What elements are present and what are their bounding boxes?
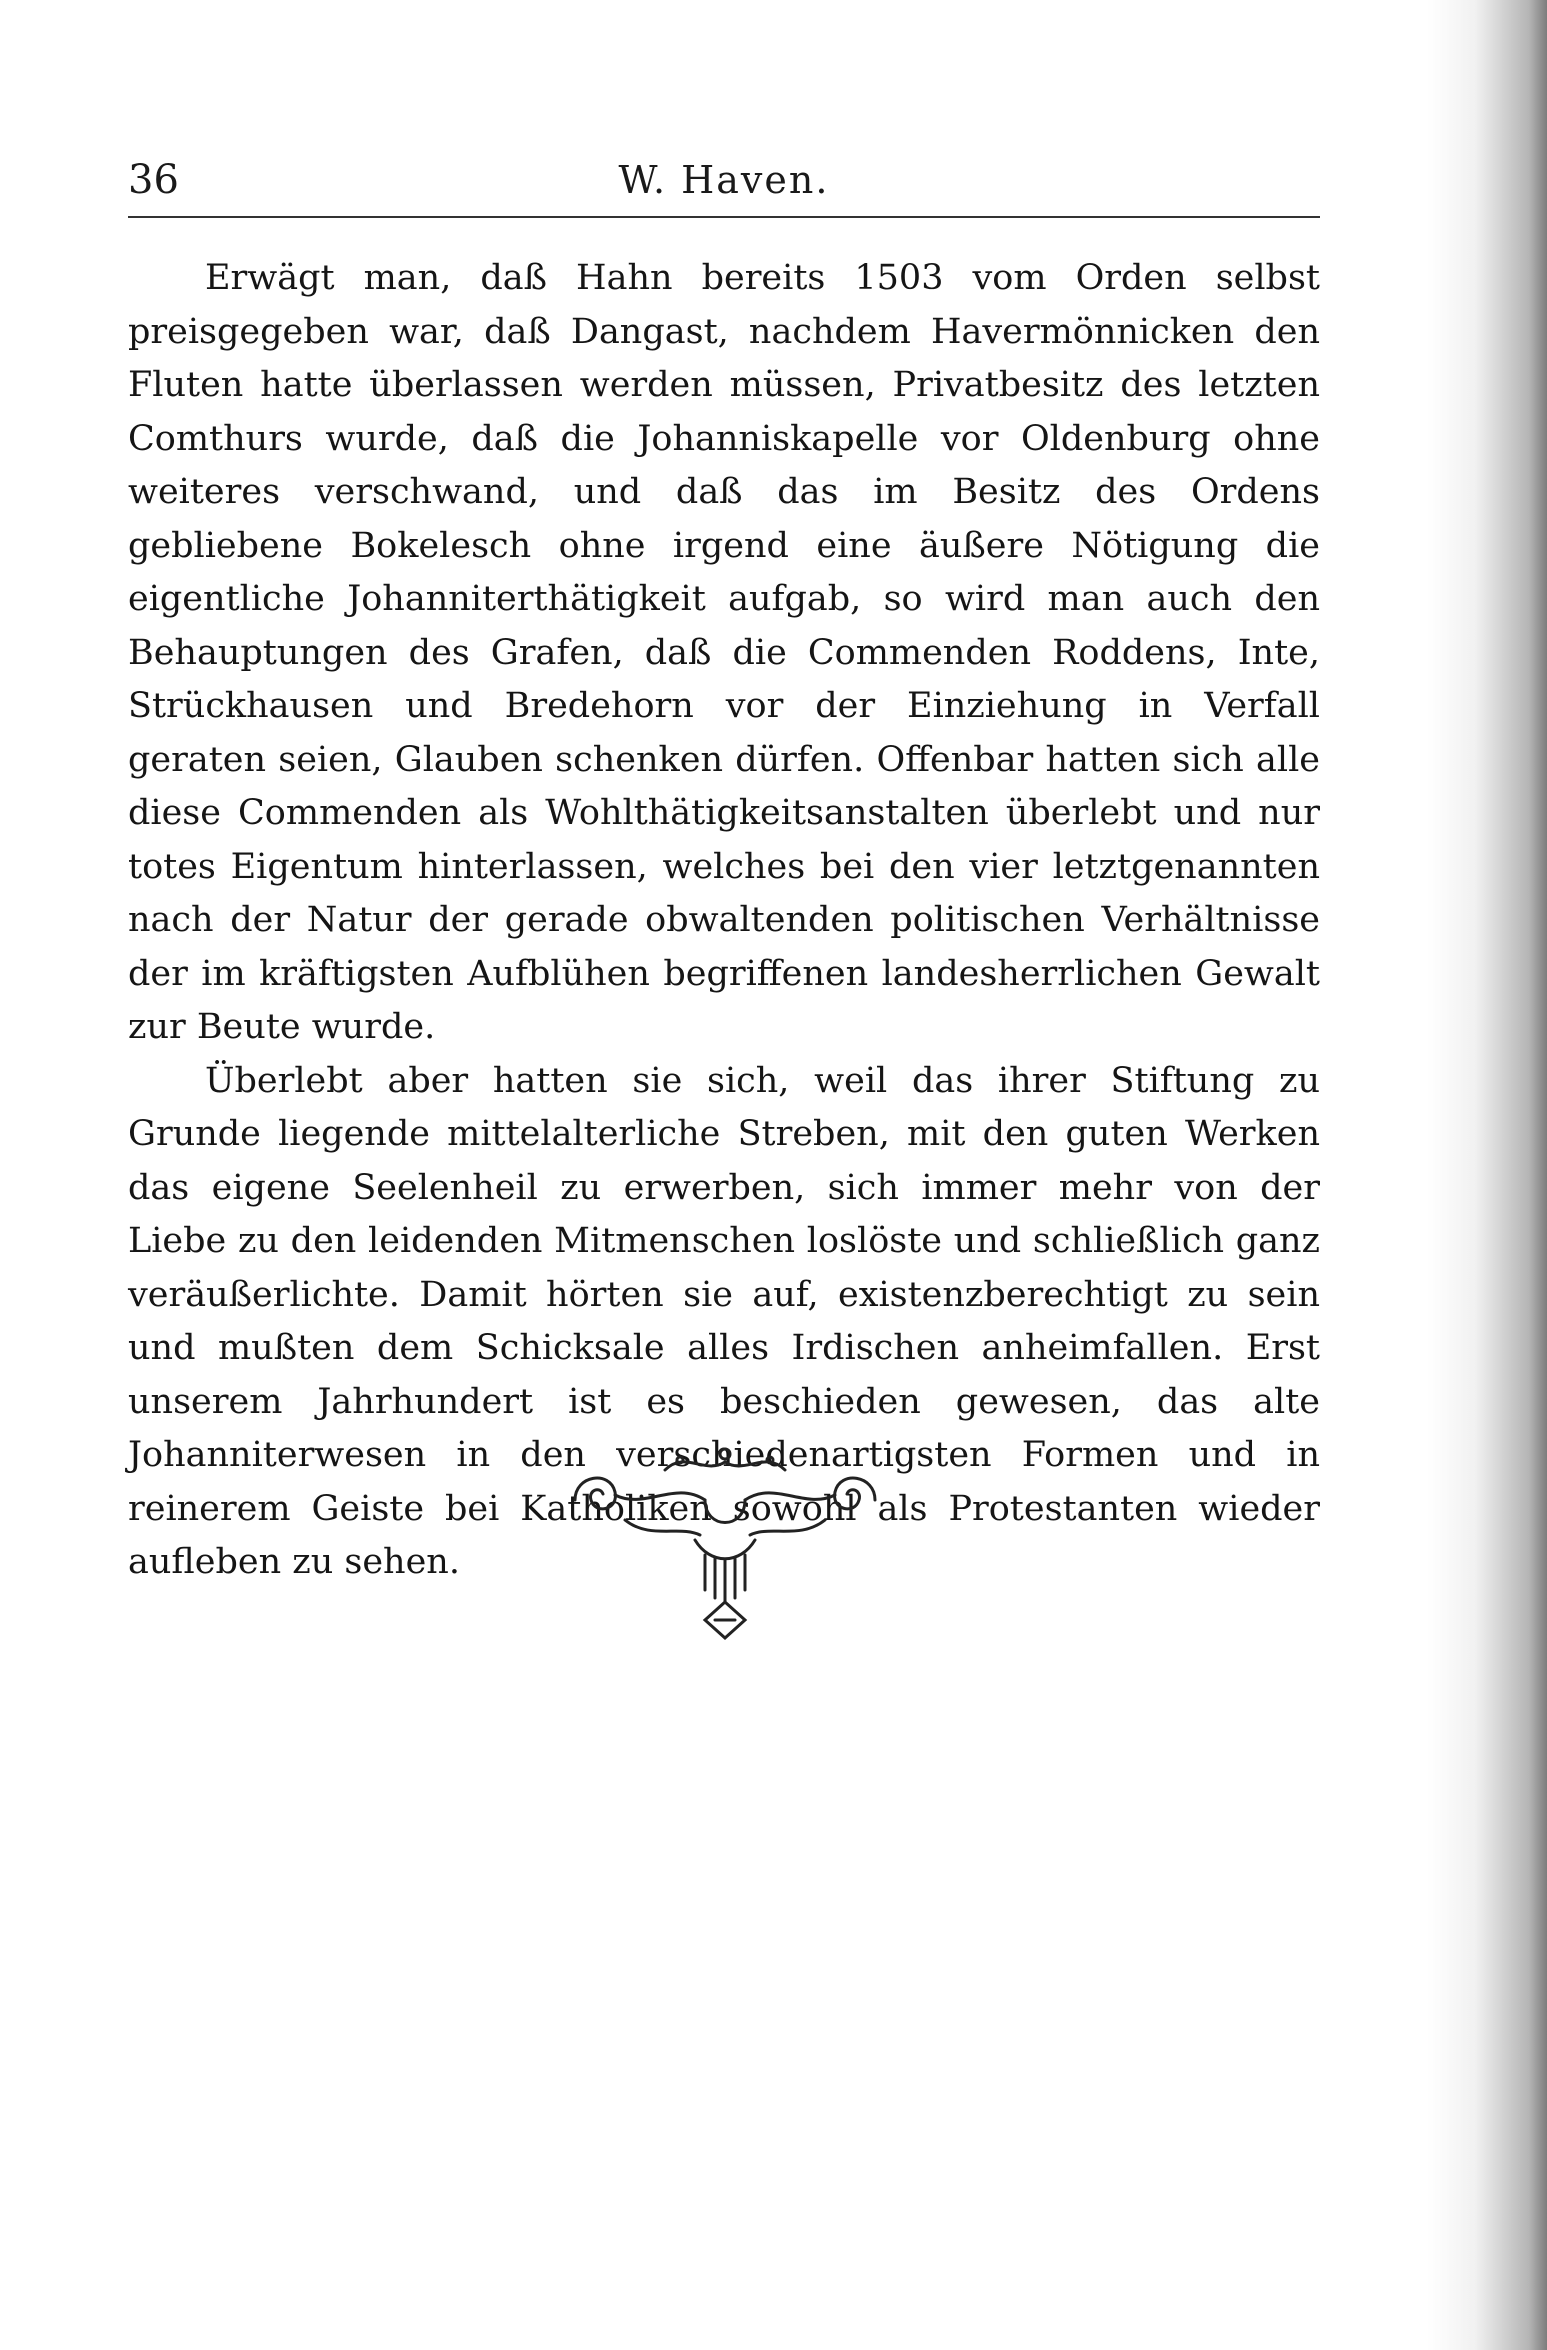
binding-shadow (1427, 0, 1547, 2350)
paragraph-1: Erwägt man, daß Hahn bereits 1503 vom Orden selbst preisgegeben war, daß Dangast, nachdem Havermönnicken den Fluten hatte überlassen werden müssen, Privatbesitz des letzten Comthurs wurde, daß die Johanniskapelle vor Oldenburg ohne weiteres verschwand, und daß das im Besitz des Ordens gebliebene Bokelesch ohne irgend eine äußere Nötigung die eigentliche Johanniterthätigkeit aufgab, so wird man auch den Behauptungen des Grafen, daß die Commenden Roddens, Inte, Strückhausen und Bredehorn vor der Einziehung in Verfall geraten seien, Glauben schenken dürfen. Offenbar hatten sich alle diese Commenden als Wohlthätigkeitsanstalten überlebt und nur totes Eigentum hinterlassen, welches bei den vier letztgenannten nach der Natur der gerade obwaltenden politischen Verhältnisse der im kräftigsten Aufblühen begriffenen landesherrlichen Gewalt zur Beute wurde. (128, 258, 1320, 1047)
paragraph-2: Überlebt aber hatten sie sich, weil das ihrer Stiftung zu Grunde liegende mittelalterliche Streben, mit den guten Werken das eigene Seelenheil zu erwerben, sich immer mehr von der Liebe zu den leidenden Mitmenschen loslöste und schließlich ganz veräußerlichte. Damit hörten sie auf, existenzberechtigt zu sein und mußten dem Schicksale alles Irdischen anheimfallen. Erst unserem Jahrhundert ist es beschieden gewesen, das alte Johanniterwesen in den verschiedenartigsten Formen und in reinerem Geiste bei Katholiken sowohl als Protestanten wieder aufleben zu sehen. (128, 1060, 1320, 1582)
body-text (128, 252, 1320, 1590)
page-number: 36 (128, 157, 179, 203)
header-rule (128, 216, 1320, 218)
running-head: W. Haven. (618, 158, 830, 202)
floral-ornament-icon (555, 1440, 895, 1640)
page-header (128, 150, 1320, 210)
